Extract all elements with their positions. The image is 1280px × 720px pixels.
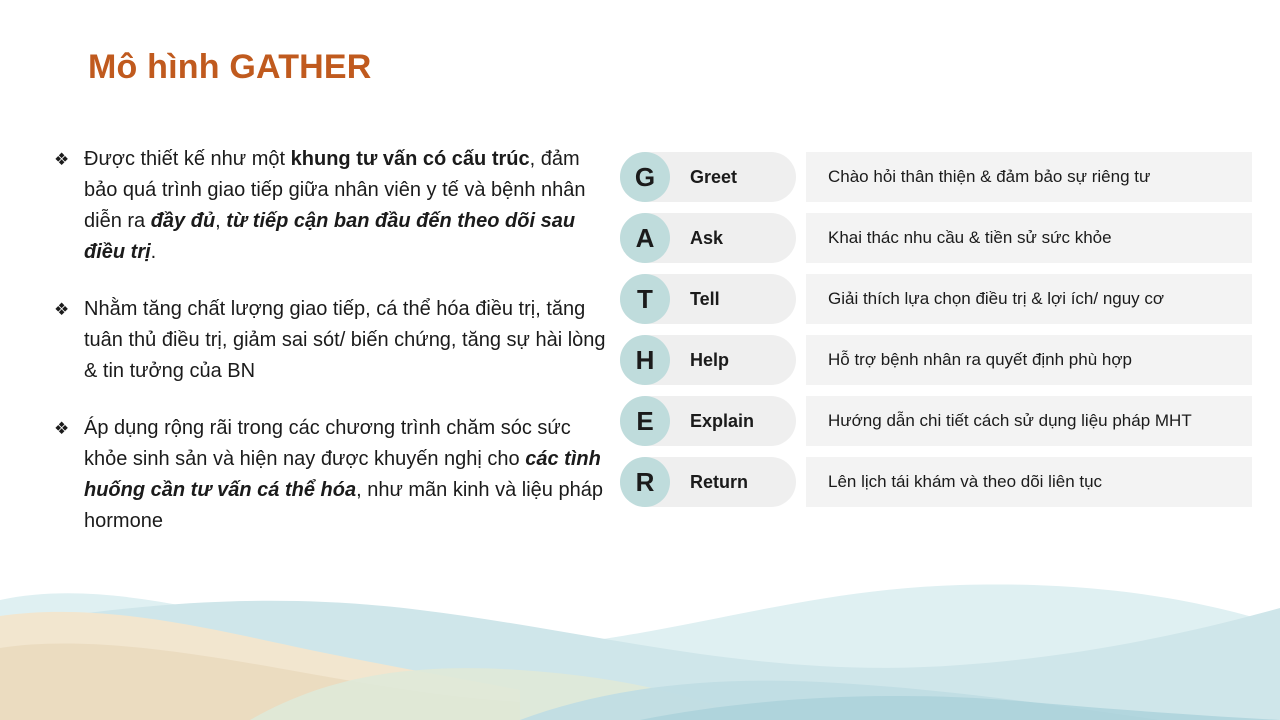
gather-step-description: Lên lịch tái khám và theo dõi liên tục [806,457,1252,507]
gather-table [620,152,1252,518]
list-item [50,144,610,268]
table-row [620,274,1252,324]
gather-step-name: Greet [690,166,738,187]
gather-label-cell [620,213,796,263]
gather-step-name: Tell [690,288,720,309]
bullet-diamond-icon: ❖ [54,419,70,438]
gather-step-description: Giải thích lựa chọn điều trị & lợi ích/ nguy cơ [806,274,1252,324]
bullet-segment: Áp dụng rộng rãi trong các chương trình chăm sóc sức khỏe sinh sản và hiện nay được khuyến nghị cho [84,417,571,470]
bullet-segment: khung tư vấn có cấu trúc [290,148,530,170]
gather-letter-badge: G [620,152,670,202]
bullet-list [50,144,610,563]
bullet-segment: các tình huống cần tư vấn cá thể hóa [84,448,601,501]
gather-step-name: Return [690,471,748,492]
gather-label-cell [620,152,796,202]
bullet-diamond-icon: ❖ [54,150,70,169]
table-row [620,213,1252,263]
list-item [50,413,610,537]
gather-label-cell [620,457,796,507]
list-item [50,294,610,387]
bullet-segment: từ tiếp cận ban đầu đến theo dõi sau điều trị [84,210,576,263]
bullet-text-1 [84,144,610,268]
table-row [620,396,1252,446]
page-title: Mô hình GATHER [88,48,372,86]
gather-step-description: Chào hỏi thân thiện & đảm bảo sự riêng tư [806,152,1252,202]
gather-label-cell [620,335,796,385]
gather-letter-badge: T [620,274,670,324]
bullet-diamond-icon: ❖ [54,300,70,319]
gather-step-description: Hỗ trợ bệnh nhân ra quyết định phù hợp [806,335,1252,385]
gather-label-cell [620,274,796,324]
bullet-text-2 [84,294,610,387]
gather-letter-badge: R [620,457,670,507]
bullet-segment: đầy đủ [150,210,216,232]
bullet-segment: , như mãn kinh và liệu pháp hormone [84,479,603,532]
gather-label-cell [620,396,796,446]
bullet-segment: Được thiết kế như một [84,148,291,170]
gather-letter-badge: H [620,335,670,385]
table-row [620,457,1252,507]
bullet-segment: , [215,210,227,232]
gather-step-description: Khai thác nhu cầu & tiền sử sức khỏe [806,213,1252,263]
bullet-segment: , đảm bảo quá trình giao tiếp giữa nhân viên y tế và bệnh nhân diễn ra [84,148,586,232]
table-row [620,335,1252,385]
bullet-segment: . [150,241,157,263]
gather-letter-badge: A [620,213,670,263]
bullet-segment: Nhằm tăng chất lượng giao tiếp, cá thể hóa điều trị, tăng tuân thủ điều trị, giảm sai sót/ biến chứng, tăng sự hài lòng & tin tưởng của BN [84,298,606,382]
gather-letter-badge: E [620,396,670,446]
gather-step-name: Explain [690,410,755,431]
gather-step-name: Help [690,349,730,370]
table-row [620,152,1252,202]
bullet-text-3 [84,413,610,537]
gather-step-name: Ask [690,227,724,248]
gather-step-description: Hướng dẫn chi tiết cách sử dụng liệu pháp MHT [806,396,1252,446]
